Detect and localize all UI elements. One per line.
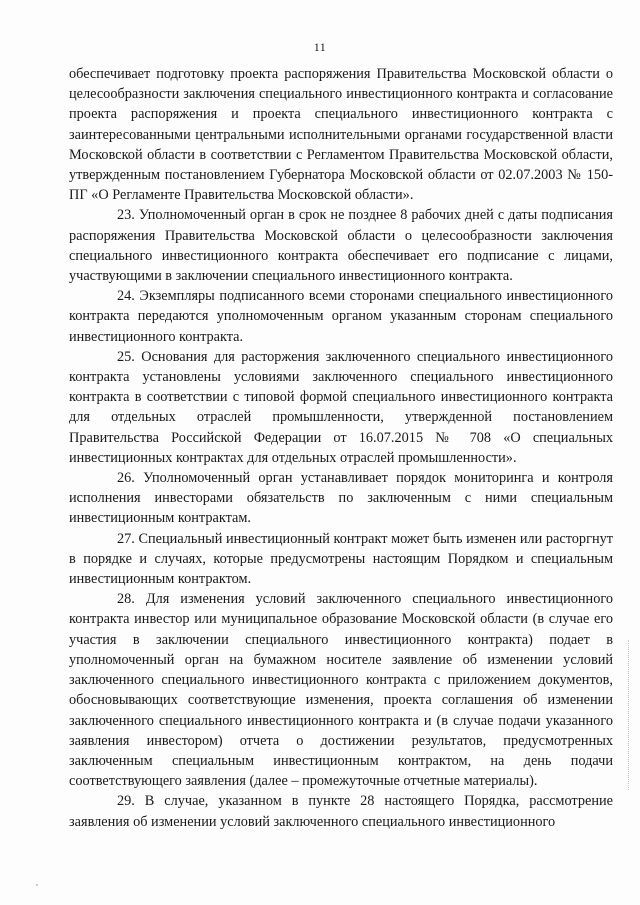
- page-number: 11: [313, 40, 327, 54]
- scan-speck: [36, 884, 38, 886]
- document-body: [69, 64, 613, 832]
- paragraph-26: 26. Уполномоченный орган устанавливает порядок мониторинга и контроля исполнения инвесторами обязательств по заключенным с ними специальным инвестиционным контрактам.: [69, 470, 613, 527]
- paragraph-24: 24. Экземпляры подписанного всеми сторонами специального инвестиционного контракта передаются уполномоченным органом указанным сторонам специального инвестиционного контракта.: [69, 288, 613, 345]
- paragraph-28: 28. Для изменения условий заключенного специального инвестиционного контракта инвестор или муниципальное образование Московской области (в случае его участия в заключении специального инвестиционного контракта) подает в уполномоченный орган на бумажном носителе заявление об изменении условий заключенного специального инвестиционного контракта с приложением документов, обосновывающих соответствующие изменения, проекта соглашения об изменении заключенного специального инвестиционного контракта и (в случае подачи указанного заявления инвестором) отчета о достижении результатов, предусмотренных заключенным специальным инвестиционным контрактом, на день подачи соответствующего заявления (далее – промежуточные отчетные материалы).: [69, 591, 613, 790]
- paragraph-23: 23. Уполномоченный орган в срок не позднее 8 рабочих дней с даты подписания распоряжения Правительства Московской области о целесообразности заключения специального инвестиционного контракта обеспечивает его подписание с лицами, участвующими в заключении специального инвестиционного контракта.: [69, 207, 613, 285]
- paragraph-25: 25. Основания для расторжения заключенного специального инвестиционного контракта установлены условиями заключенного специального инвестиционного контракта в соответствии с типовой формой специального инвестиционного контракта для отдельных отраслей промышленности, утвержденной постановлением Правительства Российской Федерации от 16.07.2015 № 708 «О специальных инвестиционных контрактах для отдельных отраслей промышленности».: [69, 348, 613, 466]
- paragraph-29: 29. В случае, указанном в пункте 28 настоящего Порядка, рассмотрение заявления об изменении условий заключенного специального инвестиционного: [69, 793, 613, 830]
- scan-margin-mark: [628, 640, 630, 790]
- paragraph-continuation: обеспечивает подготовку проекта распоряжения Правительства Московской области о целесообразности заключения специального инвестиционного контракта и согласование проекта распоряжения и проекта специального инвестиционного контракта с заинтересованными центральными исполнительными органами государственной власти Московской области в соответствии с Регламентом Правительства Московской области, утвержденным постановлением Губернатора Московской области от 02.07.2003 № 150-ПГ «О Регламенте Правительства Московской области».: [69, 66, 613, 204]
- paragraph-27: 27. Специальный инвестиционный контракт может быть изменен или расторгнут в порядке и случаях, которые предусмотрены настоящим Порядком и специальным инвестиционным контрактом.: [69, 530, 613, 588]
